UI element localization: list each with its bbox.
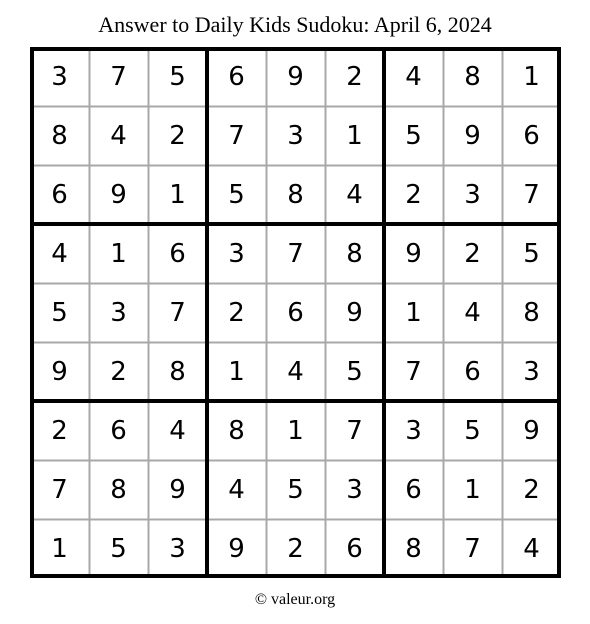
puzzle-title: Answer to Daily Kids Sudoku: April 6, 2024 [98, 12, 492, 37]
sudoku-cell-r4c1: 4 [51, 238, 68, 269]
sudoku-cell-r1c9: 1 [523, 61, 540, 92]
sudoku-cell-r5c1: 5 [51, 297, 68, 328]
sudoku-cell-r3c7: 2 [405, 179, 422, 210]
sudoku-cell-r8c3: 9 [169, 474, 186, 505]
sudoku-cell-r4c4: 3 [228, 238, 245, 269]
sudoku-cell-r1c5: 9 [287, 61, 304, 92]
sudoku-cell-r9c2: 5 [110, 533, 127, 564]
sudoku-cell-r8c7: 6 [405, 474, 422, 505]
sudoku-cell-r5c7: 1 [405, 297, 422, 328]
sudoku-cell-r2c2: 4 [110, 120, 127, 151]
sudoku-cell-r6c3: 8 [169, 356, 186, 387]
sudoku-cell-r7c3: 4 [169, 415, 186, 446]
sudoku-cell-r7c4: 8 [228, 415, 245, 446]
sudoku-cell-r2c6: 1 [346, 120, 363, 151]
sudoku-cell-r8c1: 7 [51, 474, 68, 505]
sudoku-cell-r7c1: 2 [51, 415, 68, 446]
sudoku-cell-r3c5: 8 [287, 179, 304, 210]
sudoku-cell-r9c4: 9 [228, 533, 245, 564]
sudoku-cell-r5c6: 9 [346, 297, 363, 328]
sudoku-cell-r6c4: 1 [228, 356, 245, 387]
sudoku-cell-r2c9: 6 [523, 120, 540, 151]
sudoku-cell-r5c8: 4 [464, 297, 481, 328]
sudoku-cell-r9c1: 1 [51, 533, 68, 564]
sudoku-cell-r4c6: 8 [346, 238, 363, 269]
sudoku-cell-r5c3: 7 [169, 297, 186, 328]
sudoku-cell-r8c9: 2 [523, 474, 540, 505]
sudoku-cell-r1c1: 3 [51, 61, 68, 92]
sudoku-cell-r3c4: 5 [228, 179, 245, 210]
sudoku-cell-r7c8: 5 [464, 415, 481, 446]
sudoku-cell-r4c9: 5 [523, 238, 540, 269]
sudoku-cell-r7c9: 9 [523, 415, 540, 446]
sudoku-cell-r7c5: 1 [287, 415, 304, 446]
sudoku-cell-r7c2: 6 [110, 415, 127, 446]
sudoku-cell-r1c4: 6 [228, 61, 245, 92]
sudoku-cell-r1c3: 5 [169, 61, 186, 92]
sudoku-cell-r3c9: 7 [523, 179, 540, 210]
sudoku-cell-r9c6: 6 [346, 533, 363, 564]
sudoku-cell-r6c5: 4 [287, 356, 304, 387]
sudoku-cell-r3c8: 3 [464, 179, 481, 210]
sudoku-cell-r8c8: 1 [464, 474, 481, 505]
sudoku-cell-r7c6: 7 [346, 415, 363, 446]
sudoku-cell-r8c4: 4 [228, 474, 245, 505]
sudoku-cell-r6c1: 9 [51, 356, 68, 387]
sudoku-cell-r3c2: 9 [110, 179, 127, 210]
sudoku-cell-r8c5: 5 [287, 474, 304, 505]
sudoku-cell-r5c4: 2 [228, 297, 245, 328]
sudoku-cell-r5c9: 8 [523, 297, 540, 328]
sudoku-cell-r4c2: 1 [110, 238, 127, 269]
sudoku-cell-r9c8: 7 [464, 533, 481, 564]
sudoku-cell-r1c8: 8 [464, 61, 481, 92]
sudoku-cell-r6c2: 2 [110, 356, 127, 387]
sudoku-board [30, 47, 561, 578]
sudoku-cell-r4c7: 9 [405, 238, 422, 269]
sudoku-cell-r9c7: 8 [405, 533, 422, 564]
sudoku-cell-r6c9: 3 [523, 356, 540, 387]
sudoku-cell-r2c5: 3 [287, 120, 304, 151]
sudoku-cell-r1c6: 2 [346, 61, 363, 92]
sudoku-cell-r2c3: 2 [169, 120, 186, 151]
sudoku-cell-r8c6: 3 [346, 474, 363, 505]
sudoku-cell-r6c7: 7 [405, 356, 422, 387]
sudoku-cell-r3c6: 4 [346, 179, 363, 210]
sudoku-cell-r8c2: 8 [110, 474, 127, 505]
sudoku-cell-r3c1: 6 [51, 179, 68, 210]
sudoku-cell-r4c5: 7 [287, 238, 304, 269]
copyright-footer: © valeur.org [254, 591, 336, 608]
sudoku-cell-r2c8: 9 [464, 120, 481, 151]
sudoku-cell-r5c5: 6 [287, 297, 304, 328]
sudoku-cell-r2c4: 7 [228, 120, 245, 151]
sudoku-cell-r1c2: 7 [110, 61, 127, 92]
sudoku-cell-r2c1: 8 [51, 120, 68, 151]
sudoku-cell-r1c7: 4 [405, 61, 422, 92]
sudoku-cell-r9c5: 2 [287, 533, 304, 564]
sudoku-cell-r4c3: 6 [169, 238, 186, 269]
sudoku-cell-r6c8: 6 [464, 356, 481, 387]
sudoku-cell-r5c2: 3 [110, 297, 127, 328]
sudoku-cell-r3c3: 1 [169, 179, 186, 210]
sudoku-cell-r2c7: 5 [405, 120, 422, 151]
sudoku-cell-r4c8: 2 [464, 238, 481, 269]
sudoku-cell-r6c6: 5 [346, 356, 363, 387]
sudoku-cell-r9c9: 4 [523, 533, 540, 564]
sudoku-cell-r9c3: 3 [169, 533, 186, 564]
sudoku-cell-r7c7: 3 [405, 415, 422, 446]
